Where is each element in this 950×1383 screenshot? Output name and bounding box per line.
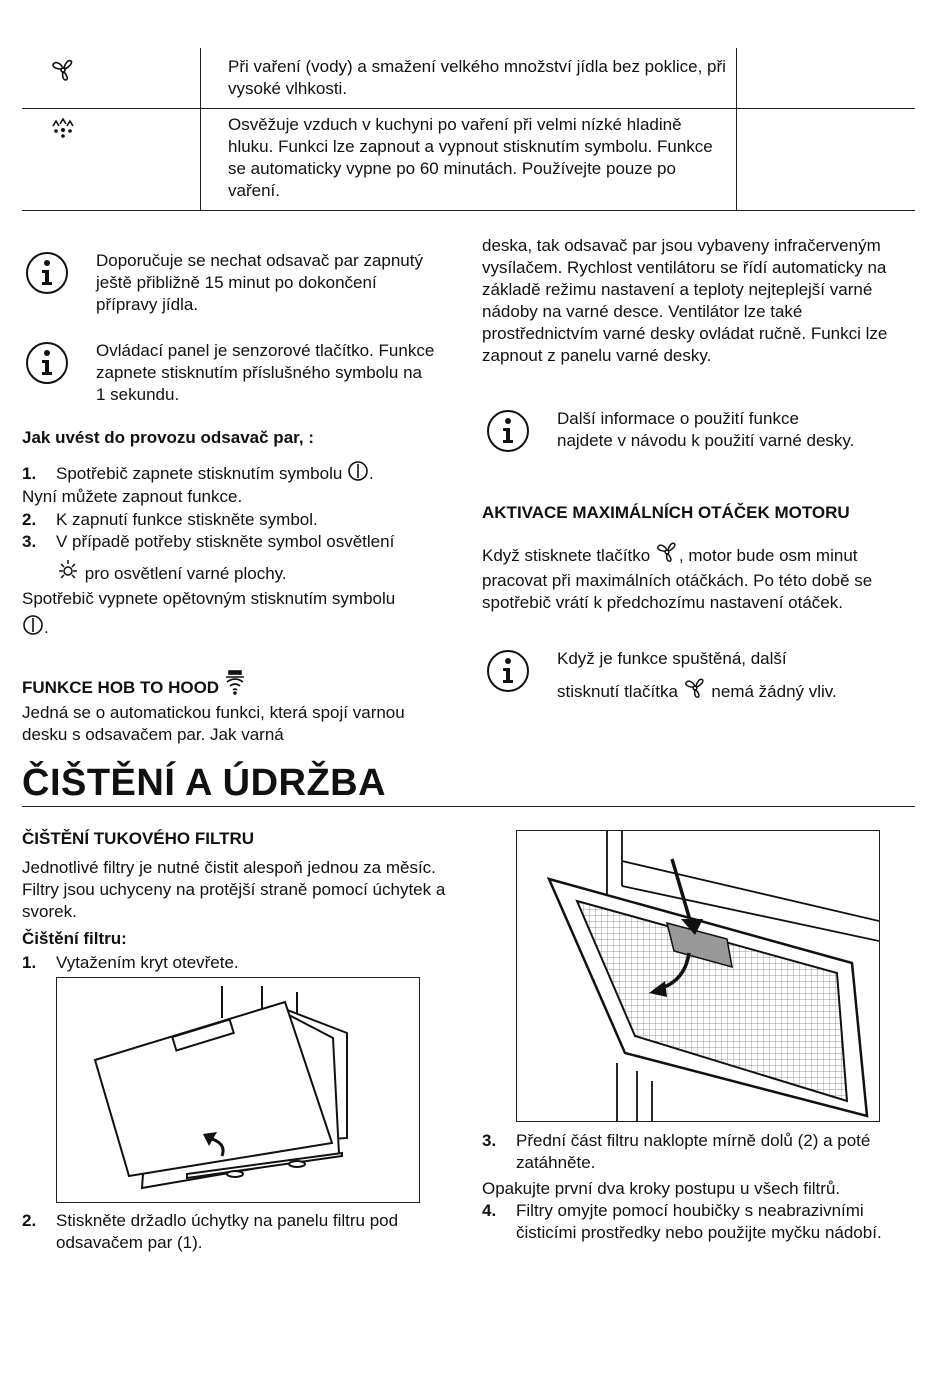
paragraph: deska, tak odsavač par jsou vybaveny infračerveným vysílačem. Rychlost ventilátoru se řídí automaticky na základě režimu nastavení a teploty nejteplejší varné nádoby na varné desce. Ventilátor lze také prostřednictvím varné desky ovládat ručně. Funkci lze zapnout z panelu varné desky. xyxy=(482,236,888,365)
text-part: , motor bude osm minut pracovat při maximálních otáčkách. Po této době se spotřebič vrátí k předchozímu nastavení otáček. xyxy=(482,546,873,612)
step-text: V případě potřeby stiskněte symbol osvětlení xyxy=(56,532,395,551)
step-text: Filtry omyjte pomocí houbičky s neabrazivními čisticími prostředky nebo použijte myčku nádobí. xyxy=(516,1201,882,1242)
table-divider xyxy=(200,48,201,211)
table-divider xyxy=(736,48,737,211)
step-text: K zapnutí funkce stiskněte symbol. xyxy=(56,510,318,529)
title-rule xyxy=(22,806,915,807)
punctuation: . xyxy=(369,464,374,483)
breeze-icon xyxy=(48,116,78,148)
heading-text: FUNKCE HOB TO HOOD xyxy=(22,678,220,697)
power-icon xyxy=(347,460,369,488)
info-icon xyxy=(485,648,531,694)
fan-icon xyxy=(683,676,707,706)
section-heading: AKTIVACE MAXIMÁLNÍCH OTÁČEK MOTORU xyxy=(482,503,850,522)
info-note: Doporučuje se nechat odsavač par zapnutý ještě přibližně 15 minut po dokončení přípravy jídla. xyxy=(96,251,423,314)
step-text: Stiskněte držadlo úchytky na panelu filtru pod odsavačem par (1). xyxy=(56,1211,399,1252)
step-number: 2. xyxy=(22,1211,37,1230)
list-item xyxy=(22,509,318,531)
paragraph: Opakujte první dva kroky postupu u všech filtrů. xyxy=(482,1179,841,1198)
list-item xyxy=(22,952,239,974)
text-part: stisknutí tlačítka xyxy=(557,682,678,701)
power-icon xyxy=(22,614,44,642)
paragraph: Nyní můžete zapnout funkce. xyxy=(22,487,243,506)
step-text: Vytažením kryt otevřete. xyxy=(56,953,239,972)
step-number: 1. xyxy=(22,464,37,483)
list-item xyxy=(22,531,394,553)
paragraph: Jednotlivé filtry je nutné čistit alespoň jednou za měsíc. Filtry jsou uchyceny na protější straně pomocí úchytek a svorek. xyxy=(22,858,446,921)
section-heading: Jak uvést do provozu odsavač par, : xyxy=(22,428,314,447)
list-item xyxy=(22,460,462,488)
table-row-border xyxy=(22,108,915,109)
table-cell-text: Osvěžuje vzduch v kuchyni po vaření při velmi nízké hladině hluku. Funkci lze zapnout a vypnout stisknutím symbolu. Funkce se automaticky vypne po 60 minutách. Používejte pouze po vaření. xyxy=(228,115,713,200)
figure-filter-removal xyxy=(516,830,880,1122)
step-number: 1. xyxy=(22,953,37,972)
sub-heading: Čištění filtru: xyxy=(22,929,127,948)
paragraph xyxy=(482,540,917,614)
text-part: Když stisknete tlačítko xyxy=(482,546,651,565)
list-item xyxy=(482,1130,902,1174)
fan-icon xyxy=(50,58,76,88)
step-text: Přední část filtru naklopte mírně dolů (2) a poté zatáhněte. xyxy=(516,1131,871,1172)
info-note: Další informace o použití funkce najdete v návodu k použití varné desky. xyxy=(557,409,855,450)
table-row-border xyxy=(22,210,915,211)
section-heading xyxy=(22,670,246,702)
step-number: 4. xyxy=(482,1201,497,1220)
text-part: nemá žádný vliv. xyxy=(711,682,837,701)
light-icon xyxy=(56,558,80,588)
info-note: Když je funkce spuštěná, další xyxy=(557,649,787,668)
power-line xyxy=(22,614,49,642)
section-heading: ČIŠTĚNÍ TUKOVÉHO FILTRU xyxy=(22,829,255,848)
info-note xyxy=(557,676,837,706)
info-note: Ovládací panel je senzorové tlačítko. Funkce zapnete stisknutím příslušného symbolu na 1 sekundu. xyxy=(96,341,435,404)
fan-icon xyxy=(655,540,679,570)
figure-hood-open xyxy=(56,977,420,1203)
step-text: pro osvětlení varné plochy. xyxy=(84,564,287,583)
paragraph: Jedná se o automatickou funkci, která spojí varnou desku s odsavačem par. Jak varná xyxy=(22,703,405,744)
info-icon xyxy=(24,340,70,386)
step-number: 3. xyxy=(22,532,37,551)
info-icon xyxy=(485,408,531,454)
list-item xyxy=(22,1210,462,1254)
step-text: Spotřebič zapnete stisknutím symbolu xyxy=(56,464,343,483)
hob-to-hood-icon xyxy=(224,670,246,702)
step-number: 2. xyxy=(22,510,37,529)
list-item xyxy=(482,1200,882,1244)
page-title: ČIŠTĚNÍ A ÚDRŽBA xyxy=(22,762,387,804)
info-icon xyxy=(24,250,70,296)
step-number: 3. xyxy=(482,1131,497,1150)
list-item-continued xyxy=(56,558,287,588)
table-cell-text: Při vaření (vody) a smažení velkého množství jídla bez poklice, při vysoké vlhkosti. xyxy=(228,57,726,98)
paragraph: Spotřebič vypnete opětovným stisknutím symbolu xyxy=(22,589,396,608)
punctuation: . xyxy=(44,618,49,637)
